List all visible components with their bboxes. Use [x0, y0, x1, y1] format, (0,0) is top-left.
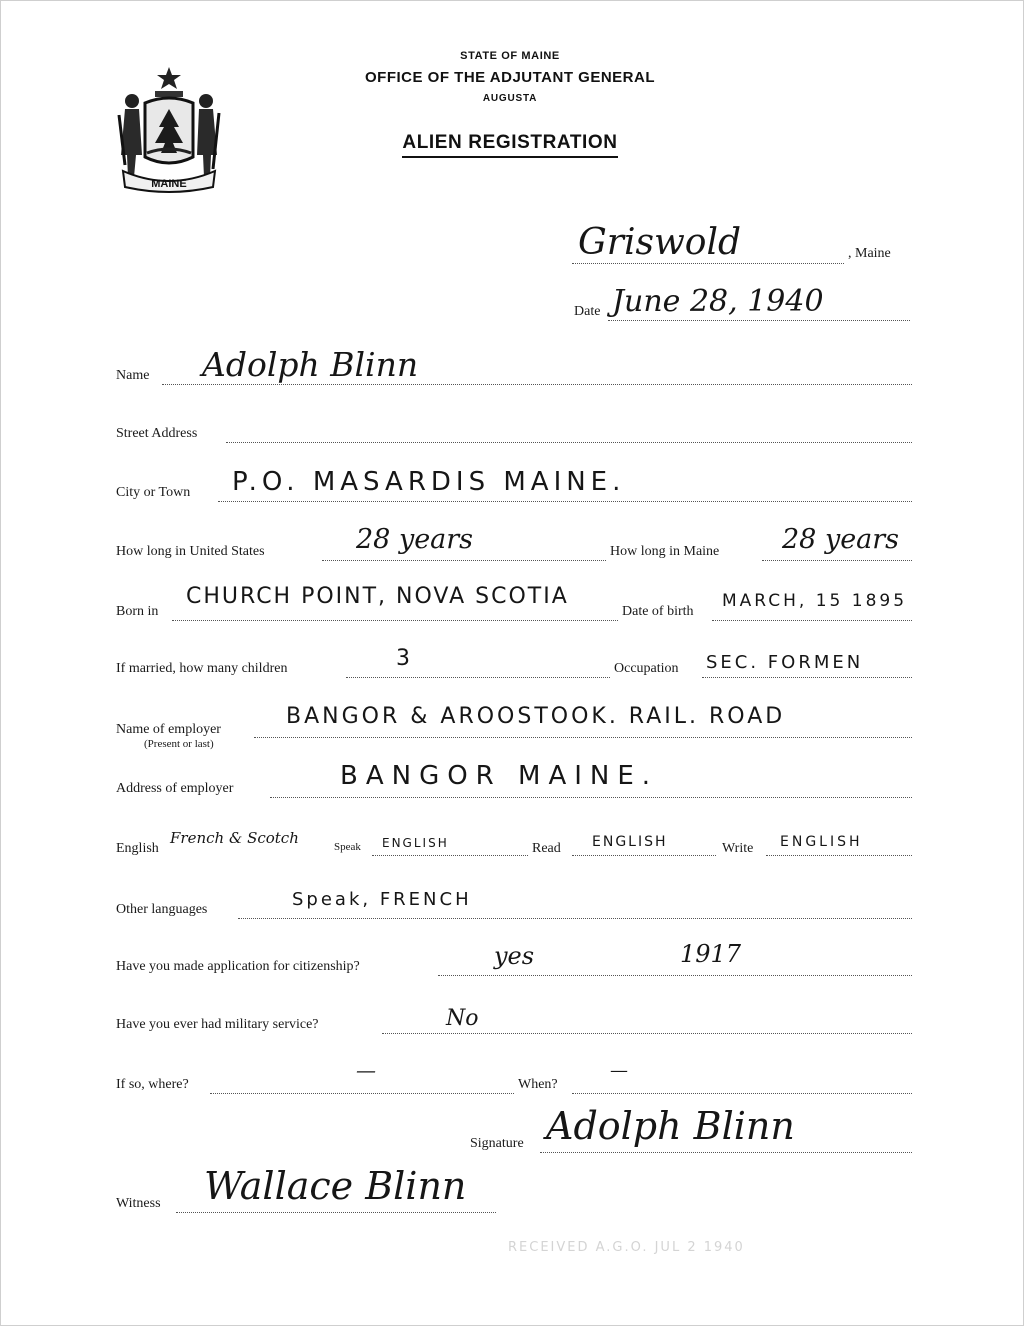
town-suffix: , Maine — [848, 246, 891, 261]
english-value: French & Scotch — [170, 829, 299, 847]
english-label: English — [116, 841, 159, 856]
occupation-value: SEC. FORMEN — [706, 652, 864, 673]
city-label: City or Town — [116, 485, 191, 500]
employer-address-label: Address of employer — [116, 781, 234, 796]
other-languages-value: Speak, FRENCH — [292, 889, 472, 910]
signature-label: Signature — [470, 1136, 524, 1151]
citizenship-value: yes — [494, 942, 535, 970]
witness-label: Witness — [116, 1196, 161, 1211]
header-office: OFFICE OF THE ADJUTANT GENERAL — [365, 69, 655, 86]
born-in-line — [172, 620, 618, 621]
military-line — [382, 1033, 912, 1034]
citizenship-year: 1917 — [680, 940, 742, 968]
write-label: Write — [722, 841, 754, 856]
occupation-line — [702, 677, 912, 678]
header-city: AUGUSTA — [482, 93, 538, 104]
city-line — [218, 501, 912, 502]
where-line — [210, 1093, 514, 1094]
employer-line — [254, 737, 912, 738]
town-value: Griswold — [578, 222, 742, 263]
other-languages-label: Other languages — [116, 902, 208, 917]
when-label: When? — [518, 1077, 558, 1092]
when-line — [572, 1093, 912, 1094]
speak-value: ENGLISH — [382, 836, 449, 850]
write-line — [766, 855, 912, 856]
occupation-label: Occupation — [614, 661, 679, 676]
other-languages-line — [238, 918, 912, 919]
received-stamp: RECEIVED A.G.O. JUL 2 1940 — [508, 1240, 745, 1255]
years-maine-value: 28 years — [782, 524, 900, 555]
town-line — [572, 263, 844, 264]
name-label: Name — [116, 368, 150, 383]
date-value: June 28, 1940 — [612, 284, 824, 319]
signature-value: Adolph Blinn — [546, 1104, 795, 1148]
header-state: STATE OF MAINE — [460, 50, 560, 62]
state-of-maine-seal-icon — [115, 65, 223, 195]
years-us-value: 28 years — [356, 524, 474, 555]
children-line — [346, 677, 610, 678]
form-title: ALIEN REGISTRATION — [402, 132, 617, 158]
years-us-line — [322, 560, 606, 561]
city-value: P.O. MASARDIS MAINE. — [232, 467, 626, 497]
speak-label: Speak — [334, 841, 361, 853]
name-line — [162, 384, 912, 385]
children-value: 3 — [396, 646, 415, 671]
witness-line — [176, 1212, 496, 1213]
read-value: ENGLISH — [592, 834, 668, 850]
employer-value: BANGOR & AROOSTOOK. RAIL. ROAD — [286, 704, 786, 729]
born-in-value: CHURCH POINT, NOVA SCOTIA — [186, 584, 569, 609]
name-value: Adolph Blinn — [202, 345, 419, 384]
write-value: ENGLISH — [780, 834, 863, 850]
street-address-line — [226, 442, 912, 443]
years-maine-label: How long in Maine — [610, 544, 720, 559]
read-label: Read — [532, 841, 561, 856]
read-line — [572, 855, 716, 856]
citizenship-line — [438, 975, 912, 976]
years-maine-line — [762, 560, 912, 561]
born-in-label: Born in — [116, 604, 159, 619]
witness-value: Wallace Blinn — [204, 1164, 467, 1208]
military-label: Have you ever had military service? — [116, 1017, 319, 1032]
street-address-label: Street Address — [116, 426, 198, 441]
speak-line — [372, 855, 528, 856]
date-of-birth-label: Date of birth — [622, 604, 694, 619]
seal-ribbon-text: MAINE — [151, 178, 187, 190]
date-of-birth-value: MARCH, 15 1895 — [722, 591, 908, 611]
citizenship-label: Have you made application for citizenship? — [116, 959, 360, 974]
children-label: If married, how many children — [116, 661, 288, 676]
employer-label: Name of employer — [116, 722, 221, 737]
military-value: No — [446, 1006, 479, 1031]
date-of-birth-line — [712, 620, 912, 621]
where-label: If so, where? — [116, 1077, 189, 1092]
employer-address-line — [270, 797, 912, 798]
employer-address-value: BANGOR MAINE. — [340, 761, 659, 791]
when-value: — — [610, 1060, 628, 1081]
form-header — [340, 50, 680, 158]
date-line — [608, 320, 910, 321]
years-us-label: How long in United States — [116, 544, 265, 559]
employer-sublabel: (Present or last) — [144, 738, 214, 750]
signature-line — [540, 1152, 912, 1153]
date-label: Date — [574, 304, 601, 319]
where-value: — — [356, 1058, 376, 1082]
